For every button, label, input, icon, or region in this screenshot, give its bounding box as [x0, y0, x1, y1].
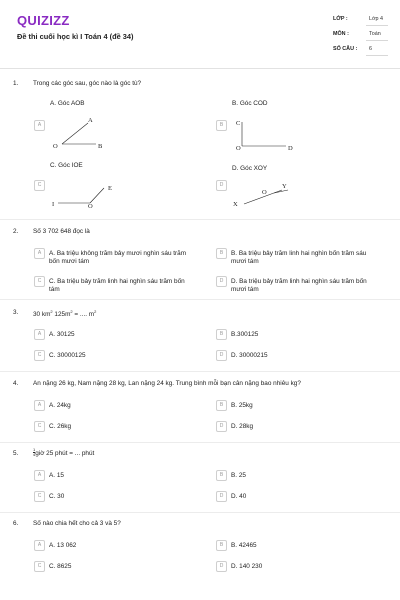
point-label: B	[98, 143, 103, 150]
question-divider	[0, 299, 400, 300]
option-label: C. Góc IOE	[50, 162, 83, 169]
option-line: C. Ba triệu bảy trăm linh hai nghìn sáu trăm bốn	[49, 278, 185, 285]
text-part: giờ 25 phút = ... phút	[35, 450, 95, 458]
worksheet-title: Đề thi cuối học kì I Toán 4 (đề 34)	[17, 32, 134, 41]
option-b-text	[231, 250, 366, 266]
option-b-text: B. 25kg	[231, 402, 253, 409]
point-label: Y	[282, 183, 287, 190]
option-a-text: A. 15	[49, 472, 64, 479]
meta-grade	[333, 14, 388, 26]
point-label: O	[53, 143, 58, 150]
option-c-text: C. 30	[49, 493, 65, 500]
option-line: tám	[49, 286, 60, 293]
question-number: 6.	[13, 520, 19, 527]
option-line: mươi tám	[231, 286, 259, 293]
superscript: 2	[50, 309, 53, 314]
meta-subject	[333, 29, 388, 41]
text-part: 125m	[52, 311, 71, 319]
point-label: C	[236, 120, 241, 127]
question-divider	[0, 442, 400, 443]
question-number: 5.	[13, 450, 19, 457]
superscript: 2	[70, 309, 73, 314]
option-d-checkbox[interactable]: D	[216, 491, 227, 502]
option-b-text: B. 42465	[231, 542, 257, 549]
option-d-checkbox[interactable]: D	[216, 561, 227, 572]
header-divider	[0, 68, 400, 69]
option-a-text: A. 30125	[49, 331, 75, 338]
option-c-text: C. 8625	[49, 563, 72, 570]
question-number: 3.	[13, 309, 19, 316]
option-a-checkbox[interactable]: A	[34, 470, 45, 481]
option-d-checkbox[interactable]: D	[216, 276, 227, 287]
question-divider	[0, 371, 400, 372]
point-label: E	[108, 185, 112, 192]
question-text: Trong các góc sau, góc nào là góc tù?	[33, 80, 142, 87]
option-b-text: B. 25	[231, 472, 246, 479]
angle-cod-figure	[230, 116, 310, 156]
text-part: = .... m	[72, 311, 95, 319]
option-c-checkbox[interactable]: C	[34, 421, 45, 432]
meta-count-key: SỐ CÂU :	[333, 46, 358, 52]
point-label: O	[262, 189, 267, 196]
question-text	[33, 309, 96, 318]
meta-grade-key: LỚP :	[333, 16, 348, 22]
question-text	[33, 447, 95, 458]
meta-count-value: 6	[366, 44, 388, 56]
option-label: B. Góc COD	[232, 100, 268, 107]
angle-xoy-figure	[230, 176, 310, 216]
meta-grade-value: Lớp 4	[366, 14, 388, 26]
point-label: A	[88, 117, 93, 124]
text-part: 30 km	[33, 311, 51, 319]
option-b-checkbox[interactable]: B	[216, 470, 227, 481]
option-line: A. Ba triệu không trăm bảy mươi nghìn sáu trăm	[49, 250, 187, 257]
option-d-text: D. 140 230	[231, 563, 263, 570]
option-d-checkbox[interactable]: D	[216, 180, 227, 191]
angle-aob-figure	[50, 114, 120, 150]
option-c-checkbox[interactable]: C	[34, 276, 45, 287]
option-b-checkbox[interactable]: B	[216, 540, 227, 551]
option-b-checkbox[interactable]: B	[216, 400, 227, 411]
meta-subject-key: MÔN :	[333, 31, 349, 37]
angle-ioe-figure	[50, 178, 120, 214]
question-text: Số 3 702 648 đọc là	[33, 228, 90, 235]
option-a-checkbox[interactable]: A	[34, 540, 45, 551]
fraction-denominator: 4	[33, 452, 36, 457]
question-divider	[0, 219, 400, 220]
option-line: mươi tám	[231, 258, 259, 265]
quizizz-logo: QUIZIZZ	[17, 13, 70, 28]
question-divider	[0, 512, 400, 513]
worksheet-header	[0, 0, 400, 66]
fraction-numerator: 1	[33, 447, 36, 452]
option-d-text: D. 30000215	[231, 352, 268, 359]
option-d-text: D. 40	[231, 493, 247, 500]
option-d-text: D. 28kg	[231, 423, 254, 430]
question-text: An nặng 26 kg, Nam nặng 28 kg, Lan nặng 24 kg. Trung bình mỗi bạn cân nặng bao nhiêu kg?	[33, 380, 301, 387]
option-label: A. Góc AOB	[50, 100, 85, 107]
option-a-text: A. 24kg	[49, 402, 71, 409]
option-a-text	[49, 250, 186, 266]
option-c-text	[49, 278, 185, 294]
point-label: I	[52, 201, 55, 208]
option-b-checkbox[interactable]: B	[216, 248, 227, 259]
option-d-checkbox[interactable]: D	[216, 350, 227, 361]
option-a-checkbox[interactable]: A	[34, 400, 45, 411]
option-a-checkbox[interactable]: A	[34, 248, 45, 259]
point-label: D	[288, 145, 293, 152]
option-line: B. Ba triệu bảy trăm linh hai nghìn bốn trăm sáu	[231, 250, 367, 257]
option-d-checkbox[interactable]: D	[216, 421, 227, 432]
question-number: 2.	[13, 228, 19, 235]
question-text: Số nào chia hết cho cả 3 và 5?	[33, 520, 121, 527]
option-c-checkbox[interactable]: C	[34, 561, 45, 572]
point-label: O	[88, 203, 93, 210]
option-b-text: B.300125	[231, 331, 259, 338]
point-label: O	[236, 145, 241, 152]
question-number: 4.	[13, 380, 19, 387]
option-c-checkbox[interactable]: C	[34, 180, 45, 191]
meta-subject-value: Toán	[366, 29, 388, 41]
option-c-text: C. 30000125	[49, 352, 86, 359]
meta-count	[333, 44, 388, 56]
option-c-checkbox[interactable]: C	[34, 350, 45, 361]
option-c-checkbox[interactable]: C	[34, 491, 45, 502]
option-c-text: C. 26kg	[49, 423, 72, 430]
option-a-checkbox[interactable]: A	[34, 329, 45, 340]
option-line: bốn mươi tám	[49, 258, 90, 265]
option-b-checkbox[interactable]: B	[216, 120, 227, 131]
option-a-text: A. 13 062	[49, 542, 77, 549]
option-a-checkbox[interactable]: A	[34, 120, 45, 131]
option-d-text	[231, 278, 367, 294]
question-number: 1.	[13, 80, 19, 87]
option-line: D. Ba triệu bảy trăm linh hai nghìn sáu trăm bốn	[231, 278, 367, 285]
option-label: D. Góc XOY	[232, 165, 268, 172]
superscript: 2	[94, 309, 97, 314]
option-b-checkbox[interactable]: B	[216, 329, 227, 340]
point-label: X	[233, 201, 238, 208]
